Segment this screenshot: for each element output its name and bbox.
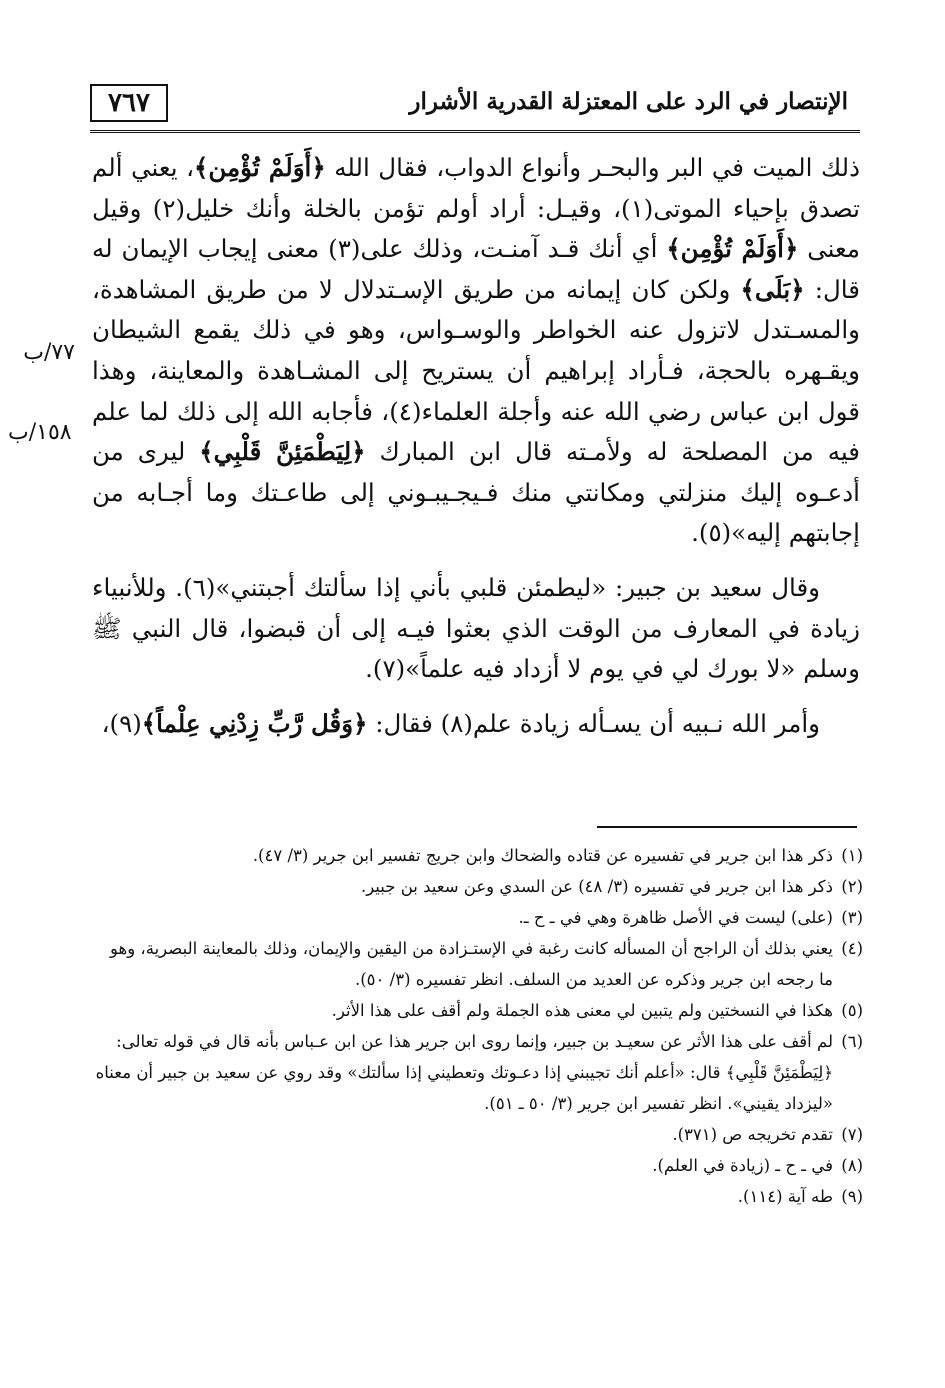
- paragraph-3: [92, 704, 860, 745]
- quran-quote: ﴿بَلَى﴾: [740, 274, 805, 304]
- footnote-text: في ـ ح ـ (زيادة في العلم).: [652, 1156, 833, 1175]
- footnote-text: تقدم تخريجه ص (٣٧١).: [672, 1125, 833, 1144]
- page-number: ٧٦٧: [90, 84, 168, 122]
- quran-quote: ﴿أَوَلَمْ تُؤْمِن﴾: [666, 234, 799, 264]
- text-run: ، يعني ألم تصدق بإحياء الموتى(١)، وقيـل: أراد أولم تؤمن بالخلة وأنك خليل(٢) وقيل معنى: [92, 153, 860, 264]
- footnote-number: (٦): [841, 1032, 863, 1051]
- footnote-text: يعني بذلك أن الراجح أن المسأله كانت رغبة في الإستـزادة من اليقين والإيمان، وذلك بالمعاينة البصرية، وهو ما رجحه ابن جرير وذكره عن العديد من السلف. انظر تفسيره (٣/ ٥٠).: [109, 939, 833, 989]
- quran-quote: ﴿وَقُل رَّبِّ زِدْنِي عِلْماً﴾: [141, 708, 368, 738]
- margin-note-folio-77b: ٧٧/ب: [23, 340, 75, 365]
- page-header: [90, 80, 860, 132]
- footnote-separator: [597, 826, 857, 828]
- footnote-number: (٤): [841, 939, 863, 958]
- margin-note-folio-158b: ١٥٨/ب: [8, 420, 72, 445]
- footnote: [95, 1026, 863, 1119]
- footnote: [95, 933, 863, 995]
- footnotes: [95, 840, 863, 1212]
- main-text: [92, 148, 860, 744]
- footnote-number: (١): [841, 846, 863, 865]
- footnote-number: (٩): [841, 1187, 863, 1206]
- text-run: ولكن كان إيمانه من طريق الإسـتدلال لا من طريق المشاهدة، والمسـتدل لاتزول عنه الخواطر والوسـواس، وهو في ذلك يقمع الشيطان ويقـهره بالحجة، فـأراد إبراهيم أن يستريح إلى المشـاهدة والمعاينة، وهذا قول ابن عباس رضي الله عنه وأجلة العلماء(٤)، فأجابه الله إلى ذلك لما علم فيه من المصلحة له ولأمـته قال ابن المبارك: [92, 274, 860, 467]
- footnote-text: ذكر هذا ابن جرير في تفسيره عن قتاده والضحاك وابن جريج تفسير ابن جرير (٣/ ٤٧).: [252, 846, 833, 865]
- footnote: [95, 995, 863, 1026]
- footnote-text: طه آية (١١٤).: [737, 1187, 833, 1206]
- footnote-text: لم أقف على هذا الأثر عن سعيـد بن جبير، وإنما روى ابن جرير هذا عن ابن عـباس بأنه قال في قوله تعالى: ﴿لِيَطْمَئِنَّ قَلْبِي﴾ قال: «أعلم أنك تجيبني إذا دعـوتك وتعطيني إذا سألتك» وقد روي عن سعيد بن جبير أن معناه «ليزداد يقيني». انظر تفسير ابن جرير (٣/ ٥٠ ـ ٥١).: [95, 1032, 833, 1113]
- footnote: [95, 1150, 863, 1181]
- quran-quote: ﴿لِيَطْمَئِنَّ قَلْبِي﴾: [199, 437, 366, 467]
- header-rule: [90, 130, 860, 133]
- footnote-number: (٥): [841, 1001, 863, 1020]
- quran-quote: ﴿أَوَلَمْ تُؤْمِن﴾: [194, 153, 326, 182]
- paragraph-1-content: [92, 153, 860, 547]
- footnote-number: (٣): [841, 908, 863, 927]
- footnote: [95, 1119, 863, 1150]
- footnote: [95, 1181, 863, 1212]
- text-run: وأمر الله نـبيه أن يسـأله زيادة علم(٨) فقال:: [367, 708, 820, 738]
- footnote: [95, 871, 863, 902]
- text-run: (٩)،: [101, 708, 142, 738]
- footnote-text: ذكر هذا ابن جرير في تفسيره (٣/ ٤٨) عن السدي وعن سعيد بن جبير.: [360, 877, 833, 896]
- running-title: الإنتصار في الرد على المعتزلة القدرية الأشرار: [409, 88, 848, 115]
- footnote: [95, 840, 863, 871]
- paragraph-2: وقال سعيد بن جبير: «ليطمئن قلبي بأني إذا سألتك أجبتني»(٦). وللأنبياء زيادة في المعارف من الوقت الذي بعثوا فيـه إلى أن قبضوا، قال النبي ﷺ وسلم «لا بورك لي في يوم لا أزداد فيه علماً»(٧).: [92, 572, 860, 684]
- text-run: ذلك الميت في البر والبحـر وأنواع الدواب، فقال الله: [325, 153, 860, 182]
- footnote-text: (على) ليست في الأصل ظاهرة وهي في ـ ح ـ.: [518, 908, 833, 927]
- footnote-number: (٧): [841, 1125, 863, 1144]
- paragraph-1: [92, 148, 860, 554]
- footnote-number: (٨): [841, 1156, 863, 1175]
- footnote-number: (٢): [841, 877, 863, 896]
- text-run: ليرى من أدعـوه إليك منزلتي ومكانتي منك فـيجـيبـوني إلى طاعـتك وما أجـابه من إجابتهم إليه»(٥).: [92, 437, 860, 548]
- paragraph-3-content: [102, 709, 820, 738]
- text-run: أي أنك قـد آمنـت، وذلك على(٣) معنى إيجاب الإيمان له قال:: [92, 234, 860, 304]
- footnote-text: هكذا في النسختين ولم يتبين لي معنى هذه الجملة ولم أقف على هذا الأثر.: [331, 1001, 833, 1020]
- footnote: [95, 902, 863, 933]
